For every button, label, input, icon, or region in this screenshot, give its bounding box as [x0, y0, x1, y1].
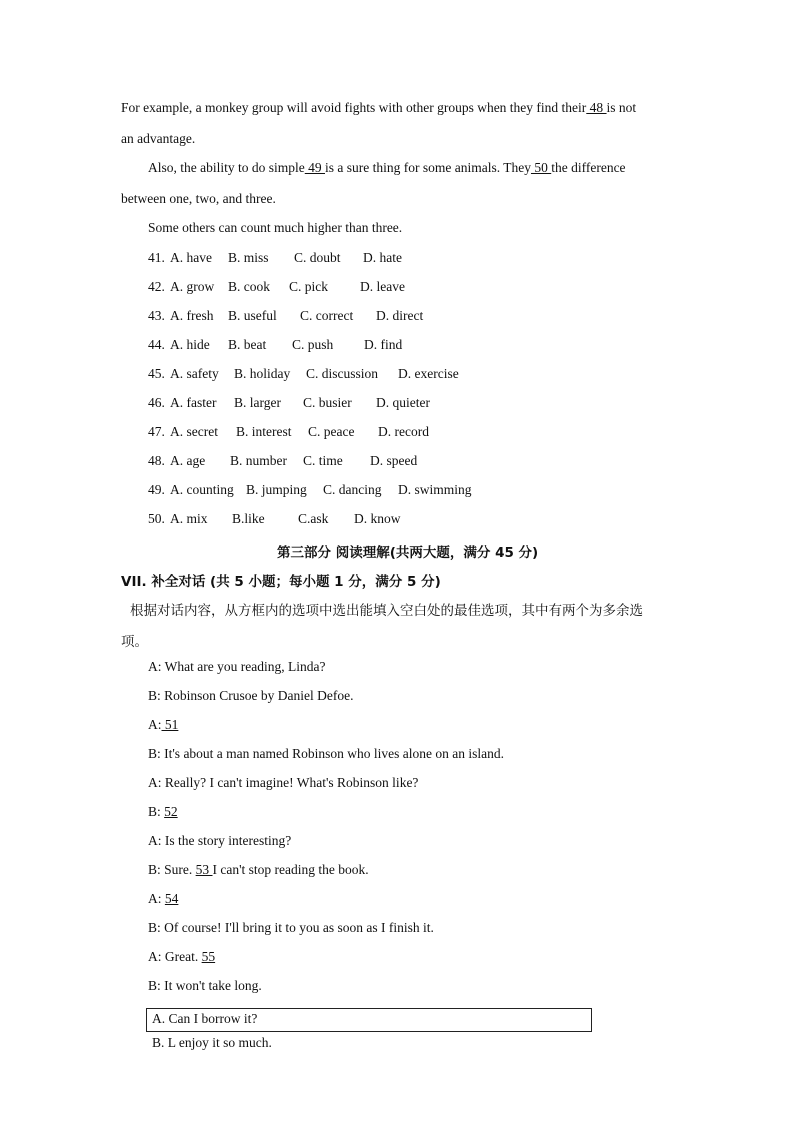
dialogue-text: B: Of course! I'll bring it to you as soon as I finish it. [148, 920, 434, 935]
dialogue-blank: 51 [161, 717, 179, 732]
option-a: A. hide [170, 337, 210, 352]
passage-line-4 [121, 191, 276, 207]
dialogue-line [148, 717, 178, 733]
option-b: B. larger [234, 395, 281, 410]
option-b: B. miss [228, 250, 269, 265]
option-b: B. cook [228, 279, 270, 294]
passage-line-3 [148, 160, 626, 176]
option-a: A. counting [170, 482, 234, 497]
part-three-heading: 第三部分 阅读理解(共两大题，满分 45 分) [277, 545, 539, 561]
section-seven-heading: VII. 补全对话 (共 5 小题；每小题 1 分，满分 5 分) [121, 574, 441, 590]
passage-text: is a sure thing for some animals. They [325, 160, 531, 175]
dialogue-text: A: Great. [148, 949, 202, 964]
passage-text: Some others can count much higher than three. [148, 220, 403, 235]
option-b: B. holiday [234, 366, 291, 381]
dialogue-text: A: Is the story interesting? [148, 833, 292, 848]
option-c: C. correct [300, 308, 354, 323]
question-number: 41. [148, 250, 165, 265]
option-b: B. useful [228, 308, 277, 323]
dialogue-text: A: [148, 891, 165, 906]
dialogue-text: B: Robinson Crusoe by Daniel Defoe. [148, 688, 354, 703]
passage-text: the difference [551, 160, 626, 175]
dialogue-line [148, 746, 504, 762]
option-b: B. jumping [246, 482, 307, 497]
option-c: C. peace [308, 424, 355, 439]
option-d: D. exercise [398, 366, 459, 381]
question-number: 42. [148, 279, 165, 294]
dialogue-text: B: Sure. [148, 862, 196, 877]
dialogue-text: B: It's about a man named Robinson who lives alone on an island. [148, 746, 505, 761]
option-a: A. secret [170, 424, 218, 439]
choice-item: B. L enjoy it so much. [152, 1035, 272, 1050]
option-c: C. pick [289, 279, 328, 294]
option-d: D. hate [363, 250, 402, 265]
dialogue-line [148, 833, 291, 849]
option-d: D. know [354, 511, 401, 526]
choice-item: A. Can I borrow it? [152, 1011, 258, 1026]
option-b: B. beat [228, 337, 267, 352]
option-c: C. dancing [323, 482, 382, 497]
dialogue-line [148, 891, 178, 907]
option-d: D. find [364, 337, 403, 352]
question-number: 43. [148, 308, 165, 323]
dialogue-text: A: Really? I can't imagine! What's Robinson like? [148, 775, 419, 790]
option-a: A. fresh [170, 308, 214, 323]
dialogue-line [148, 775, 418, 791]
dialogue-text: A: What are you reading, Linda? [148, 659, 326, 674]
dialogue-text: B: [148, 804, 165, 819]
blank-50: 50 [530, 160, 552, 175]
passage-line-1 [121, 100, 636, 116]
blank-49: 49 [304, 160, 325, 175]
question-number: 50. [148, 511, 165, 526]
option-a: A. have [170, 250, 212, 265]
instructions-line-1: 根据对话内容，从方框内的选项中选出能填入空白处的最佳选项，其中有两个为多余选 [130, 603, 643, 619]
question-number: 47. [148, 424, 165, 439]
option-a: A. faster [170, 395, 217, 410]
passage-line-2 [121, 131, 195, 147]
passage-line-5 [148, 220, 402, 236]
option-c: C.ask [298, 511, 329, 526]
passage-text: an advantage. [121, 131, 196, 146]
dialogue-line [148, 688, 353, 704]
option-d: D. leave [360, 279, 405, 294]
option-c: C. push [292, 337, 334, 352]
question-number: 45. [148, 366, 165, 381]
question-number: 46. [148, 395, 165, 410]
instructions-line-2: 项。 [121, 634, 148, 650]
dialogue-blank: 54 [164, 891, 179, 906]
dialogue-blank: 53 [195, 862, 213, 877]
question-number: 44. [148, 337, 165, 352]
option-a: A. safety [170, 366, 219, 381]
question-number: 49. [148, 482, 165, 497]
passage-text: is not [606, 100, 637, 115]
option-b: B. number [230, 453, 287, 468]
option-c: C. doubt [294, 250, 341, 265]
passage-text: Also, the ability to do simple [148, 160, 305, 175]
option-d: D. swimming [398, 482, 472, 497]
option-c: C. busier [303, 395, 352, 410]
blank-48: 48 [586, 100, 607, 115]
option-d: D. quieter [376, 395, 430, 410]
option-a: A. age [170, 453, 206, 468]
dialogue-blank: 55 [201, 949, 216, 964]
dialogue-line [148, 978, 262, 994]
option-d: D. speed [370, 453, 418, 468]
dialogue-line [148, 804, 178, 820]
passage-text: between one, two, and three. [121, 191, 276, 206]
option-d: D. record [378, 424, 429, 439]
dialogue-line [148, 862, 369, 878]
dialogue-line [148, 920, 434, 936]
option-c: C. time [303, 453, 343, 468]
passage-text: For example, a monkey group will avoid fights with other groups when they find their [121, 100, 587, 115]
option-a: A. grow [170, 279, 215, 294]
option-c: C. discussion [306, 366, 379, 381]
dialogue-text: A: [148, 717, 162, 732]
dialogue-text: B: It won't take long. [148, 978, 262, 993]
question-number: 48. [148, 453, 165, 468]
option-d: D. direct [376, 308, 424, 323]
dialogue-line [148, 949, 215, 965]
option-b: B.like [232, 511, 265, 526]
option-b: B. interest [236, 424, 292, 439]
dialogue-text: I can't stop reading the book. [212, 862, 369, 877]
dialogue-blank: 52 [164, 804, 178, 819]
dialogue-line [148, 659, 325, 675]
option-a: A. mix [170, 511, 208, 526]
